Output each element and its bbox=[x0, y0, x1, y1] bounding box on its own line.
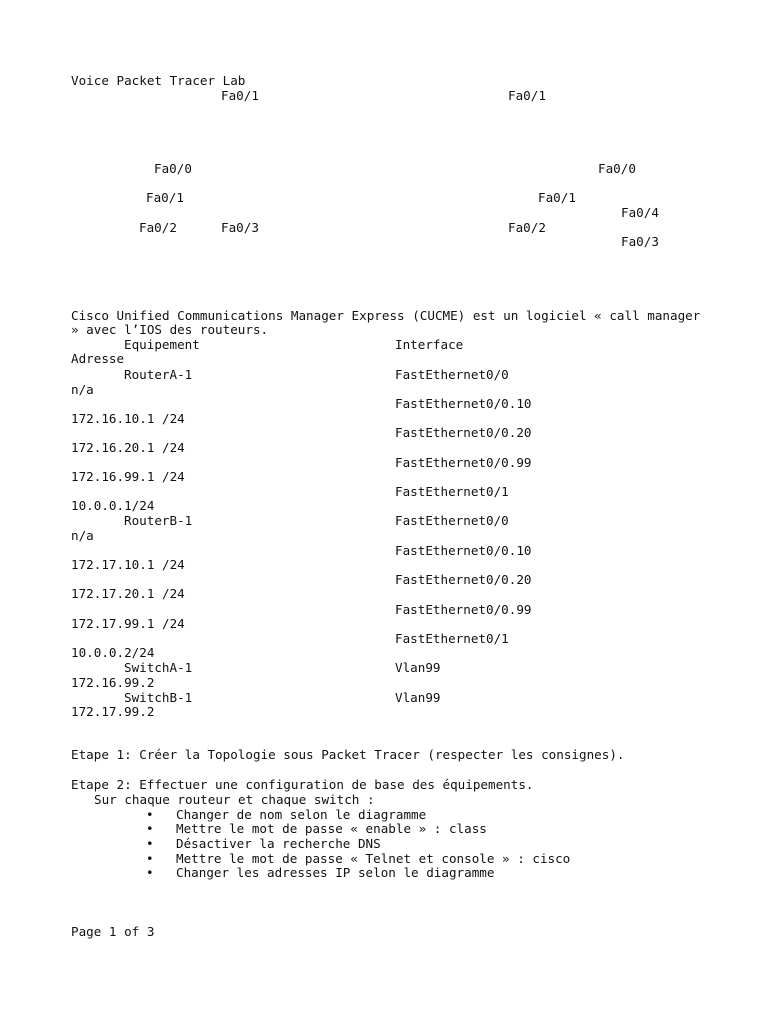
list-item-text: Désactiver la recherche DNS bbox=[176, 836, 381, 852]
cell-interface: Vlan99 bbox=[395, 660, 441, 675]
cell-interface: FastEthernet0/0.99 bbox=[395, 455, 532, 470]
bullet-icon: • bbox=[146, 836, 154, 852]
cell-address: 172.17.99.2 bbox=[71, 704, 155, 719]
step-2-list bbox=[94, 792, 571, 881]
bullet-icon: • bbox=[146, 821, 154, 837]
cell-interface: FastEthernet0/0 bbox=[395, 513, 509, 528]
cell-address: 172.17.20.1 /24 bbox=[71, 586, 185, 601]
cell-equipment: SwitchB-1 bbox=[124, 690, 193, 705]
page-title: Voice Packet Tracer Lab bbox=[71, 73, 246, 88]
cell-equipment: RouterB-1 bbox=[124, 513, 193, 528]
step-2-title: Etape 2: Effectuer une configuration de base des équipements. bbox=[71, 777, 534, 792]
cell-interface: FastEthernet0/0.20 bbox=[395, 425, 532, 440]
port-label: Fa0/1 bbox=[221, 88, 259, 103]
bullet-icon: • bbox=[146, 850, 154, 866]
list-item bbox=[94, 821, 487, 837]
intro-line: Cisco Unified Communications Manager Express (CUCME) est un logiciel « call manager bbox=[71, 308, 701, 323]
port-label: Fa0/4 bbox=[621, 205, 659, 220]
cell-interface: Vlan99 bbox=[395, 690, 441, 705]
cell-address: 10.0.0.2/24 bbox=[71, 645, 155, 660]
list-item bbox=[94, 850, 571, 866]
cell-interface: FastEthernet0/0.10 bbox=[395, 543, 532, 558]
bullet-icon: • bbox=[146, 806, 154, 822]
cell-interface: FastEthernet0/0.20 bbox=[395, 572, 532, 587]
list-item-text: Mettre le mot de passe « enable » : class bbox=[176, 821, 487, 837]
cell-address: 172.16.99.1 /24 bbox=[71, 469, 185, 484]
port-label: Fa0/0 bbox=[154, 161, 192, 176]
cell-interface: FastEthernet0/0.10 bbox=[395, 396, 532, 411]
port-label: Fa0/3 bbox=[221, 220, 259, 235]
port-label: Fa0/2 bbox=[508, 220, 546, 235]
list-item-text: Changer les adresses IP selon le diagramme bbox=[176, 865, 495, 881]
list-item bbox=[94, 836, 381, 852]
list-item bbox=[94, 865, 495, 881]
cell-address: 172.17.99.1 /24 bbox=[71, 616, 185, 631]
port-label: Fa0/1 bbox=[508, 88, 546, 103]
header-interface: Interface bbox=[395, 337, 464, 352]
cell-interface: FastEthernet0/0.99 bbox=[395, 602, 532, 617]
bullet-icon: • bbox=[146, 865, 154, 881]
cell-equipment: SwitchA-1 bbox=[124, 660, 193, 675]
cell-address: 172.16.99.2 bbox=[71, 675, 155, 690]
port-label: Fa0/1 bbox=[146, 190, 184, 205]
list-item-text: Mettre le mot de passe « Telnet et console » : cisco bbox=[176, 850, 571, 866]
page-footer: Page 1 of 3 bbox=[71, 924, 155, 939]
port-label: Fa0/2 bbox=[139, 220, 177, 235]
cell-address: 172.16.20.1 /24 bbox=[71, 440, 185, 455]
cell-interface: FastEthernet0/1 bbox=[395, 631, 509, 646]
cell-address: 172.16.10.1 /24 bbox=[71, 411, 185, 426]
cell-address: 10.0.0.1/24 bbox=[71, 498, 155, 513]
cell-address: n/a bbox=[71, 382, 94, 397]
header-address: Adresse bbox=[71, 351, 125, 366]
port-label: Fa0/1 bbox=[538, 190, 576, 205]
list-item bbox=[94, 806, 427, 822]
cell-interface: FastEthernet0/1 bbox=[395, 484, 509, 499]
cell-equipment: RouterA-1 bbox=[124, 367, 193, 382]
list-item-text: Changer de nom selon le diagramme bbox=[176, 806, 427, 822]
port-label: Fa0/0 bbox=[598, 161, 636, 176]
port-label: Fa0/3 bbox=[621, 234, 659, 249]
step-1: Etape 1: Créer la Topologie sous Packet Tracer (respecter les consignes). bbox=[71, 747, 625, 762]
header-equipment: Equipement bbox=[124, 337, 200, 352]
cell-interface: FastEthernet0/0 bbox=[395, 367, 509, 382]
cell-address: 172.17.10.1 /24 bbox=[71, 557, 185, 572]
intro-line: » avec l’IOS des routeurs. bbox=[71, 322, 269, 337]
step-2-subtitle: Sur chaque routeur et chaque switch : bbox=[94, 792, 375, 807]
cell-address: n/a bbox=[71, 528, 94, 543]
